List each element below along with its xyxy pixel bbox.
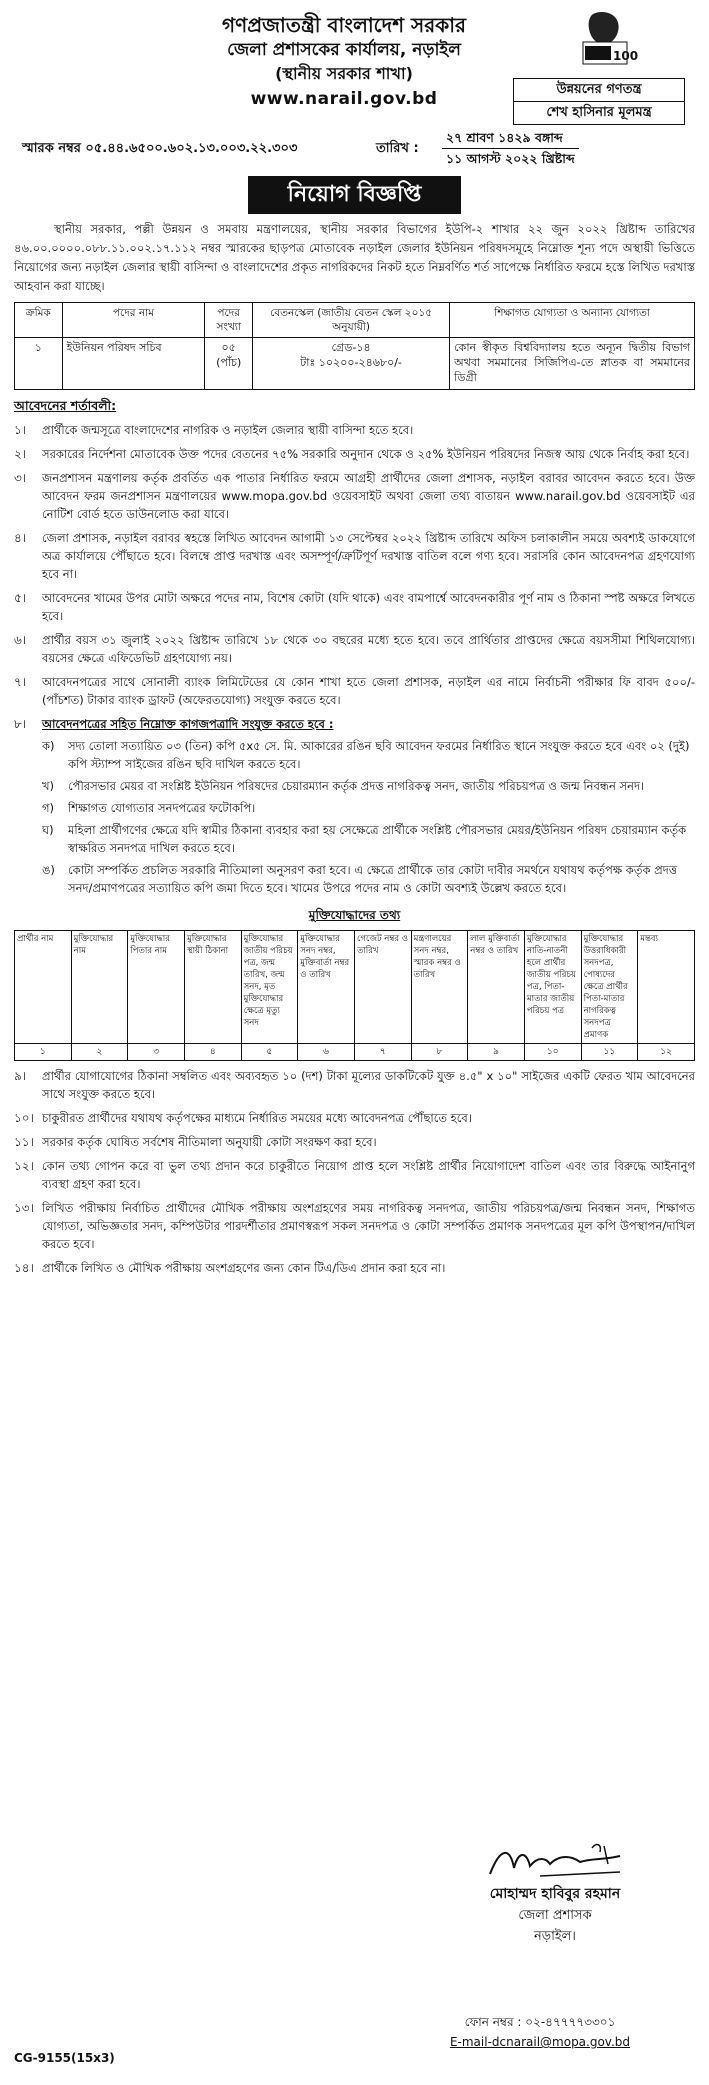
cell-serial: ১ [15, 338, 63, 390]
list-item [14, 1199, 695, 1253]
sub-item-text: কোটা সম্পর্কিত প্রচলিত সরকারি নীতিমালা অনুসরণ করা হবে। এ ক্ষেত্রে প্রার্থীকে তার কোটা দাবীর সমর্থনে যথাযথ কর্তৃপক্ষ কর্তৃক প্রদত্ত সনদ/প্রমাণপত্রের সত্যায়িত কপি জমা দিতে হবে। খামের উপরে পদের নাম ও কোটা অবশ্যই উল্লেখ করতে হবে। [68, 862, 678, 895]
ff-col-number: ৬ [298, 1043, 355, 1060]
list-item [14, 1109, 695, 1127]
ff-col-number: ১ [15, 1043, 72, 1060]
col-qualification: শিক্ষাগত যোগ্যতা ও অন্যান্য যোগ্যতা [450, 303, 695, 338]
ff-col-header: মুক্তিযোদ্ধার জাতীয় পরিচয় পত্র, জন্ম তারিখ, জন্ম সনদ, মৃত মুক্তিযোদ্ধার ক্ষেত্রে মৃত্যু সনদ [241, 930, 298, 1043]
svg-text:100: 100 [613, 49, 639, 63]
conditions-heading: আবেদনের শর্তাবলী: [14, 397, 117, 413]
freedom-fighter-heading: মুক্তিযোদ্ধাদের তথ্য [308, 907, 401, 922]
item-number: ৪। [14, 530, 27, 545]
header [14, 8, 695, 168]
post-table [14, 302, 695, 390]
reference-code: CG-9155(15x3) [14, 2051, 115, 2065]
item-text: কোন তথ্য গোপন করে বা ভুল তথ্য প্রদান করে চাকুরীতে নিয়োগ প্রাপ্ত হলে সংশ্লিষ্ট প্রার্থীর নিয়োগাদেশ বাতিল এবং তার বিরুদ্ধে আইনানুগ ব্যবস্থা গ্রহণ করা হবে। [42, 1158, 695, 1191]
item-number: ১। [14, 422, 27, 437]
branch-name: (স্থানীয় সরকার শাখা) [275, 64, 413, 83]
sub-item-label: খ) [42, 778, 55, 793]
intro-paragraph: স্থানীয় সরকার, পল্লী উন্নয়ন ও সমবায় মন্ত্রণালয়ের, স্থানীয় সরকার বিভাগের ইউপি-২ শাখার ২২ জুন ২০২২ খ্রিষ্টাব্দ তারিখের ৪৬.০০.০০০০.০৮৮.১১.০০২.১৭.১১২ নম্বর স্মারকের ছাড়পত্র মোতাবেক নড়াইল জেলার ইউনিয়ন পরিষদসমূহে নিম্নোক্ত শূন্য পদে অস্থায়ী ভিত্তিতে নিয়োগের জন্য নড়াইল জেলার স্থায়ী বাসিন্দা ও বাংলাদেশের প্রকৃত নাগরিকদের নিকট হতে নিম্নবর্ণিত শর্ত সাপেক্ষে নির্ধারিত ফরমে হস্তে লিখিত দরখাস্ত আহবান করা যাচ্ছে। [14, 222, 695, 293]
date-english: ১১ আগস্ট ২০২২ খ্রিষ্টাব্দ [446, 151, 575, 166]
ff-col-number: ১২ [638, 1043, 695, 1060]
ff-table-header [15, 930, 695, 1043]
sub-item-label: ক) [42, 738, 55, 753]
item-text: আবেদনের খামের উপর মোটা অক্ষরে পদের নাম, বিশেষ কোটা (যদি থাকে) এবং বামপার্শ্বে আবেদনকারীর পূর্ণ নাম ও ঠিকানা স্পষ্ট অক্ষরে লিখতে হবে। [42, 590, 695, 623]
sub-item-label: ঘ) [42, 822, 54, 837]
col-pay-scale: বেতনস্কেল (জাতীয় বেতন স্কেল ২০১৫ অনুযায়ী) [252, 303, 449, 338]
cell-qualification: কোন স্বীকৃত বিশ্ববিদ্যালয় হতে অন্যূন দ্বিতীয় বিভাগ অথবা সমমানের সিজিপিএ-তে স্নাতক বা সমমানের ডিগ্রী [450, 338, 695, 390]
list-item [14, 421, 695, 439]
list-item [14, 1067, 695, 1103]
sub-item [42, 861, 695, 897]
scale: টাঃ ১০২০০-২৪৬৮০/- [300, 356, 402, 370]
item-text: প্রার্থীকে লিখিত ও মৌখিক পরীক্ষায় অংশগ্রহণের জন্য কোন টিএ/ডিএ প্রদান করা হবে না। [42, 1260, 446, 1275]
signatory-name: মোহাম্মদ হাবিবুর রহমান [489, 1886, 621, 1902]
list-item [14, 631, 695, 667]
handwritten-signature [420, 1838, 690, 1884]
ff-col-number: ৫ [241, 1043, 298, 1060]
freedom-fighter-heading-wrap [14, 907, 695, 924]
ff-col-number: ৭ [354, 1043, 411, 1060]
sub-item [42, 821, 695, 857]
sub-item-label: ঙ) [42, 862, 55, 877]
item-number: ১৪। [14, 1260, 34, 1275]
signature-block [420, 1838, 690, 1947]
ff-col-number: ১১ [581, 1043, 638, 1060]
ff-col-header: মুক্তিযোদ্ধার স্থায়ী ঠিকানা [184, 930, 241, 1043]
sub-item-text: মহিলা প্রার্থীগণের ক্ষেত্রে যদি স্বামীর ঠিকানা ব্যবহার করা হয় সেক্ষেত্রে প্রার্থীকে সংশ্লিষ্ট পৌরসভার মেয়র/ইউনিয়ন পরিষদ চেয়ারম্যান কর্তৃক স্বাক্ষরিত সনদপত্র দাখিল করতে হবে। [68, 822, 687, 855]
list-item [14, 589, 695, 625]
list-item [14, 1133, 695, 1151]
item-number: ৩। [14, 470, 27, 485]
ff-col-header: মুক্তিযোদ্ধার নাম [71, 930, 128, 1043]
col-post-count: পদের সংখ্যা [205, 303, 253, 338]
date-block [442, 128, 579, 169]
ff-col-header: লাল মুক্তিবার্তা নম্বর ও তারিখ [468, 930, 525, 1043]
item-text: সরকারের নির্দেশনা মোতাবেক উক্ত পদের বেতনের ৭৫% সরকারি অনুদান থেকে ও ২৫% ইউনিয়ন পরিষদের নিজস্ব আয় থেকে নির্বাহ করা হবে। [42, 446, 690, 461]
sub-item [42, 799, 695, 817]
ff-col-header: মন্ত্রণালয়ের সনদ নম্বর, স্মারক নম্বর ও তারিখ [411, 930, 468, 1043]
item-number: ৬। [14, 632, 27, 647]
item-text: প্রার্থীকে জন্মসূত্রে বাংলাদেশের নাগরিক ও নড়াইল জেলার স্থায়ী বাসিন্দা হতে হবে। [42, 422, 414, 437]
post-table-header [15, 303, 695, 338]
cell-pay-scale [252, 338, 449, 390]
contact-block [390, 2012, 690, 2052]
list-item [14, 469, 695, 523]
list-item [14, 673, 695, 709]
ff-col-number: ৯ [468, 1043, 525, 1060]
ff-col-number: ৪ [184, 1043, 241, 1060]
sub-item-text: সদ্য তোলা সত্যায়িত ০৩ (তিন) কপি ৫x৫ সে. মি. আকারের রঙিন ছবি আবেদন ফরমের নির্ধারিত স্থানে সংযুক্ত করতে হবে এবং ০২ (দুই) কপি স্ট্যাম্প সাইজের রঙিন ছবি দাখিল করতে হবে। [68, 738, 690, 771]
government-name: গণপ্রজাতন্ত্রী বাংলাদেশ সরকার [222, 13, 466, 37]
office-name: জেলা প্রশাসকের কার্যালয়, নড়াইল [227, 40, 461, 60]
list-item [14, 1259, 695, 1277]
ff-col-header: গেজেট নম্বর ও তারিখ [354, 930, 411, 1043]
grade: গ্রেড-১৪ [331, 341, 371, 355]
item-text: চাকুরীরত প্রার্থীদের যথাযথ কর্তৃপক্ষের মাধ্যমে নির্ধারিত সময়ের মধ্যে আবেদনপত্র পৌঁছাতে হবে। [42, 1110, 472, 1125]
website[interactable]: www.narail.gov.bd [250, 89, 438, 109]
title-wrap [14, 176, 695, 214]
slogan-line-2: শেখ হাসিনার মূলমন্ত্র [514, 101, 684, 124]
ff-col-header: মুক্তিযোদ্ধার সনদ নম্বর, মুক্তিবার্তা নম্বর ও তারিখ [298, 930, 355, 1043]
ff-col-number: ৩ [128, 1043, 185, 1060]
ff-col-number: ১০ [524, 1043, 581, 1060]
list-item [14, 445, 695, 463]
list-item [14, 1157, 695, 1193]
item-text: আবেদনপত্রের সাথে সোনালী ব্যাংক লিমিটেডের যে কোন শাখা হতে জেলা প্রশাসক, নড়াইল এর নামে নির্বাচনী পরীক্ষার ফি বাবদ ৫০০/- (পাঁচশত) টাকার ব্যাংক ড্রাফট (অফেরতযোগ্য) সংযুক্ত করতে হবে। [42, 674, 695, 707]
ff-col-header: মুক্তিযোদ্ধার নাতি-নাতনী হলে প্রার্থীর জাতীয় পরিচয় পত্র, পিতা-মাতার জাতীয় পরিচয় পত্র [524, 930, 581, 1043]
item-text: সরকার কর্তৃক ঘোষিত সর্বশেষ নীতিমালা অনুযায়ী কোটা সংরক্ষণ করা হবে। [42, 1134, 377, 1149]
item-number: ৭। [14, 674, 27, 689]
sub-item [42, 777, 695, 795]
ff-col-number: ২ [71, 1043, 128, 1060]
ff-col-header: মন্তব্য [638, 930, 695, 1043]
list-item [14, 715, 695, 733]
item-number: ১৩। [14, 1200, 34, 1215]
item-number: ২। [14, 446, 27, 461]
col-post-name: পদের নাম [62, 303, 205, 338]
mujib-100-logo-icon [565, 8, 655, 68]
slogan-line-1: উন্নয়নের গণতন্ত্র [556, 82, 642, 97]
col-serial: ক্রমিক [15, 303, 63, 338]
list-item [14, 529, 695, 583]
item-number: ১১। [14, 1134, 34, 1149]
item-number: ৫। [14, 590, 27, 605]
item-number: ১০। [14, 1110, 34, 1125]
ff-col-number: ৮ [411, 1043, 468, 1060]
item-number: ১২। [14, 1158, 34, 1173]
signatory-place: নড়াইল। [534, 1929, 576, 1944]
item-number: ৮। [14, 716, 27, 731]
date-label: তারিখ : [376, 141, 419, 156]
signatory-designation: জেলা প্রশাসক [518, 1908, 592, 1923]
sub-item [42, 737, 695, 773]
item-text: আবেদনপত্রের সহিত নিম্নোক্ত কাগজপত্রাদি সংযুক্ত করতে হবে : [42, 716, 334, 731]
phone-number: ফোন নম্বর : ০২-৪৭৭৭৭৩৩০১ [464, 2015, 616, 2029]
sub-item-label: গ) [42, 800, 55, 815]
notice-title: নিয়োগ বিজ্ঞপ্তি [248, 176, 462, 214]
freedom-fighter-table [14, 930, 695, 1061]
email-address[interactable]: E-mail-dcnarail@mopa.gov.bd [449, 2035, 631, 2049]
cell-post-count: ০৫ (পাঁচ) [205, 338, 253, 390]
item-text: প্রার্থীর যোগাযোগের ঠিকানা সম্বলিত এবং অব্যবহৃত ১০ (দশ) টাকা মূল্যের ডাকটিকেট যুক্ত ৪.৫" x ১০" সাইজের একটি ফেরত খাম আবেদনের সাথে সংযুক্ত করতে হবে। [42, 1068, 696, 1101]
post-table-row [15, 338, 695, 390]
item-text: প্রার্থীর বয়স ৩১ জুলাই ২০২২ খ্রিষ্টাব্দ তারিখে ১৮ থেকে ৩০ বছরের মধ্যে হতে হবে। তবে প্রার্থিতার প্রাপ্তদের ক্ষেত্রে বয়সসীমা শিথিলযোগ্য। বয়সের ক্ষেত্রে এফিডেভিট গ্রহণযোগ্য নয়। [42, 632, 695, 665]
date-bangla: ২৭ শ্রাবণ ১৪২৯ বঙ্গাব্দ [442, 128, 579, 149]
item-text: জেলা প্রশাসক, নড়াইল বরাবর স্বহস্তে লিখিত আবেদন আগামী ১৩ সেপ্টেম্বর ২০২২ খ্রিষ্টাব্দ তারিখে অফিস চলাকালীন সময়ে অবশ্যই ডাকযোগে অত্র কার্যালয়ে পৌঁছাতে হবে। বিলম্বে প্রাপ্ত দরখাস্ত এবং অসম্পূর্ণ/ত্রুটিপূর্ণ দরখাস্ত বাতিল বলে গণ্য হবে। সরাসরি কোন আবেদনপত্র গ্রহণযোগ্য হবে না। [42, 530, 695, 581]
sub-item-text: শিক্ষাগত যোগ্যতার সনদপত্রের ফটোকপি। [68, 800, 256, 815]
item-number: ৯। [14, 1068, 27, 1083]
cell-post-name: ইউনিয়ন পরিষদ সচিব [62, 338, 205, 390]
ff-table-number-row [15, 1043, 695, 1060]
ff-col-header: প্রার্থীর নাম [15, 930, 72, 1043]
item-text: জনপ্রশাসন মন্ত্রণালয় কর্তৃক প্রবর্তিত এক পাতার নির্ধারিত ফরমে আগ্রহী প্রার্থীদের জেলা প্রশাসক, নড়াইল বরাবর আবেদন করতে হবে। উক্ত আবেদন ফরম জনপ্রশাসন মন্ত্রণালয়ের www.mopa.gov.bd ওয়েবসাইট অথবা জেলা তথ্য বাতায়ন www.narail.gov.bd ওয়েবসাইট এর নোটিশ বোর্ড হতে ডাউনলোড করা যাবে। [42, 470, 695, 521]
header-center [164, 12, 524, 112]
slogan-box [513, 78, 685, 125]
item-text: লিখিত পরীক্ষায় নির্বাচিত প্রার্থীদের মৌখিক পরীক্ষায় অংশগ্রহণের সময় নাগরিকত্ব সনদপত্র, জাতীয় পরিচয়পত্র/জন্ম নিবন্ধন সনদ, শিক্ষাগত যোগ্যতা, অভিজ্ঞতার সনদ, কম্পিউটার পারদর্শীতার প্রমাণস্বরূপ সকল সনদপত্র ও কোটা সম্পর্কিত প্রমাণক সনদপত্রের মূল কপি উপস্থাপন/দাখিল করতে হবে। [42, 1200, 695, 1251]
memo-number: স্মারক নম্বর ০৫.৪৪.৬৫০০.৬০২.১৩.০০৩.২২.৩০৩ [22, 141, 298, 156]
ff-col-header: মুক্তিযোদ্ধার পিতার নাম [128, 930, 185, 1043]
ff-col-header: মুক্তিযোদ্ধার উত্তরাধিকারী সনদপত্র, পোষ্যদের ক্ষেত্রে প্রার্থীর পিতা-মাতার নাগরিকত্ব সনদপত্র প্রমাণক [581, 930, 638, 1043]
sub-item-text: পৌরসভার মেয়র বা সংশ্লিষ্ট ইউনিয়ন পরিষদের চেয়ারম্যান কর্তৃক প্রদত্ত নাগরিকত্ব সনদ, জাতীয় পরিচয়পত্র ও জন্ম নিবন্ধন সনদ। [68, 778, 645, 793]
